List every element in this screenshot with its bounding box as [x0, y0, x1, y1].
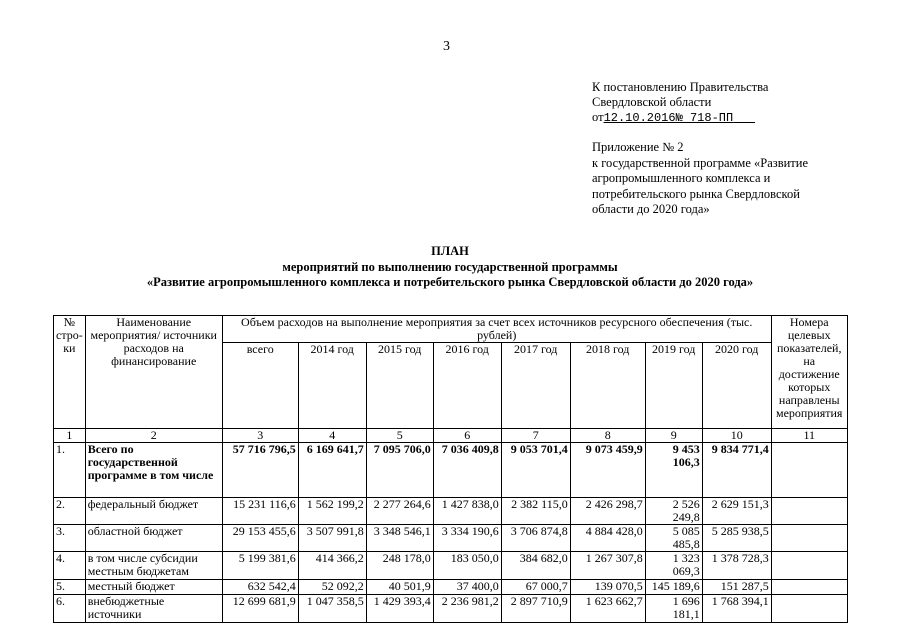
- table-row: [54, 443, 848, 498]
- program-name: «Развитие агропромышленного комплекса и потребительского рынка Свердловской области до 2020 года»: [146, 275, 754, 289]
- header-2017: 2017 год: [501, 343, 570, 429]
- plan-subtitle: мероприятий по выполнению государственной программы: [282, 260, 618, 274]
- row-value-2017: 9 053 701,4: [501, 443, 570, 498]
- row-value-2018: 2 426 298,7: [570, 498, 645, 525]
- row-value-2016: 2 236 981,2: [433, 595, 501, 623]
- row-value-2019: 1 696 181,1: [645, 595, 702, 623]
- row-value-total: 12 699 681,9: [222, 595, 298, 623]
- row-value-total: 5 199 381,6: [222, 552, 298, 580]
- page-number: 3: [443, 39, 450, 54]
- header-2019: 2019 год: [645, 343, 702, 429]
- row-value-2014: 6 169 641,7: [298, 443, 366, 498]
- row-name: федеральный бюджет: [85, 498, 222, 525]
- row-value-total: 57 716 796,5: [222, 443, 298, 498]
- header-2018: 2018 год: [570, 343, 645, 429]
- row-value-2017: 384 682,0: [501, 552, 570, 580]
- row-value-2015: 2 277 264,6: [366, 498, 433, 525]
- row-name: внебюджетные источники: [85, 595, 222, 623]
- row-targets: [771, 525, 847, 552]
- row-name: областной бюджет: [85, 525, 222, 552]
- row-value-2018: 1 267 307,8: [570, 552, 645, 580]
- row-value-2015: 1 429 393,4: [366, 595, 433, 623]
- row-value-2019: 5 085 485,8: [645, 525, 702, 552]
- header-2020: 2020 год: [702, 343, 771, 429]
- row-number: 4.: [54, 552, 86, 580]
- row-value-2020: 1 768 394,1: [702, 595, 771, 623]
- row-value-2017: 67 000,7: [501, 580, 570, 595]
- row-value-2018: 9 073 459,9: [570, 443, 645, 498]
- row-value-total: 632 542,4: [222, 580, 298, 595]
- column-number: 7: [501, 429, 570, 443]
- decree-line-2: Свердловской области: [592, 95, 712, 109]
- header-2016: 2016 год: [433, 343, 501, 429]
- row-value-2020: 2 629 151,3: [702, 498, 771, 525]
- column-number: 8: [570, 429, 645, 443]
- row-value-2016: 183 050,0: [433, 552, 501, 580]
- row-value-2019: 145 189,6: [645, 580, 702, 595]
- appendix-line-5: области до 2020 года»: [592, 202, 710, 216]
- table-row: [54, 552, 848, 580]
- row-value-2014: 52 092,2: [298, 580, 366, 595]
- appendix-line-3: агропромышленного комплекса и: [592, 171, 771, 185]
- row-value-2020: 5 285 938,5: [702, 525, 771, 552]
- row-value-2018: 1 623 662,7: [570, 595, 645, 623]
- row-value-2016: 7 036 409,8: [433, 443, 501, 498]
- row-name: в том числе субсидии местным бюджетам: [85, 552, 222, 580]
- header-row-number: № стро- ки: [54, 316, 86, 429]
- row-targets: [771, 443, 847, 498]
- row-value-2019: 2 526 249,8: [645, 498, 702, 525]
- row-number: 3.: [54, 525, 86, 552]
- row-value-2015: 40 501,9: [366, 580, 433, 595]
- row-value-2018: 4 884 428,0: [570, 525, 645, 552]
- row-value-2016: 37 400,0: [433, 580, 501, 595]
- row-value-2019: 9 453 106,3: [645, 443, 702, 498]
- row-value-2020: 1 378 728,3: [702, 552, 771, 580]
- row-value-total: 29 153 455,6: [222, 525, 298, 552]
- row-value-2016: 3 334 190,6: [433, 525, 501, 552]
- decree-date: 12.10.2016: [603, 111, 676, 125]
- row-number: 5.: [54, 580, 86, 595]
- row-value-2017: 3 706 874,8: [501, 525, 570, 552]
- row-value-2014: 3 507 991,8: [298, 525, 366, 552]
- table-row: [54, 580, 848, 595]
- header-volume: Объем расходов на выполнение мероприятия за счет всех источников ресурсного обеспечения (тыс. рублей): [222, 316, 771, 343]
- header-targets: Номера целевых показателей, на достижение которых направлены мероприятия: [771, 316, 847, 429]
- column-number: 9: [645, 429, 702, 443]
- table-row: [54, 525, 848, 552]
- row-value-2016: 1 427 838,0: [433, 498, 501, 525]
- column-number: 11: [771, 429, 847, 443]
- decree-date-line: [592, 110, 852, 126]
- header-name: Наименование мероприятия/ источники расходов на финансирование: [85, 316, 222, 429]
- appendix-reference: [592, 140, 842, 218]
- row-value-2019: 1 323 069,3: [645, 552, 702, 580]
- decree-reference: [592, 80, 852, 126]
- row-value-2014: 1 562 199,2: [298, 498, 366, 525]
- appendix-line-1: Приложение № 2: [592, 140, 684, 154]
- row-name: Всего по государственной программе в том числе: [85, 443, 222, 498]
- table-row: [54, 595, 848, 623]
- row-value-2014: 414 366,2: [298, 552, 366, 580]
- header-2014: 2014 год: [298, 343, 366, 429]
- row-value-2014: 1 047 358,5: [298, 595, 366, 623]
- decree-number: № 718-ПП: [675, 111, 734, 125]
- column-number: 10: [702, 429, 771, 443]
- appendix-line-4: потребительского рынка Свердловской: [592, 186, 800, 201]
- column-number: 2: [85, 429, 222, 443]
- row-targets: [771, 595, 847, 623]
- header-total: всего: [222, 343, 298, 429]
- row-targets: [771, 498, 847, 525]
- row-value-2015: 3 348 546,1: [366, 525, 433, 552]
- header-2015: 2015 год: [366, 343, 433, 429]
- row-value-2017: 2 382 115,0: [501, 498, 570, 525]
- row-number: 2.: [54, 498, 86, 525]
- row-number: 1.: [54, 443, 86, 498]
- row-value-2020: 9 834 771,4: [702, 443, 771, 498]
- table-row: [54, 498, 848, 525]
- row-value-2018: 139 070,5: [570, 580, 645, 595]
- row-value-2020: 151 287,5: [702, 580, 771, 595]
- row-value-2015: 248 178,0: [366, 552, 433, 580]
- row-targets: [771, 552, 847, 580]
- column-number: 5: [366, 429, 433, 443]
- plan-title: ПЛАН: [431, 244, 469, 258]
- column-number: 3: [222, 429, 298, 443]
- row-number: 6.: [54, 595, 86, 623]
- row-value-total: 15 231 116,6: [222, 498, 298, 525]
- column-number: 1: [54, 429, 86, 443]
- plan-table: [53, 315, 848, 623]
- decree-from-label: от: [592, 110, 604, 124]
- column-number: 4: [298, 429, 366, 443]
- column-number: 6: [433, 429, 501, 443]
- row-value-2017: 2 897 710,9: [501, 595, 570, 623]
- row-targets: [771, 580, 847, 595]
- appendix-line-2: к государственной программе «Развитие: [592, 155, 808, 170]
- row-name: местный бюджет: [85, 580, 222, 595]
- row-value-2015: 7 095 706,0: [366, 443, 433, 498]
- decree-line-1: К постановлению Правительства: [592, 80, 769, 94]
